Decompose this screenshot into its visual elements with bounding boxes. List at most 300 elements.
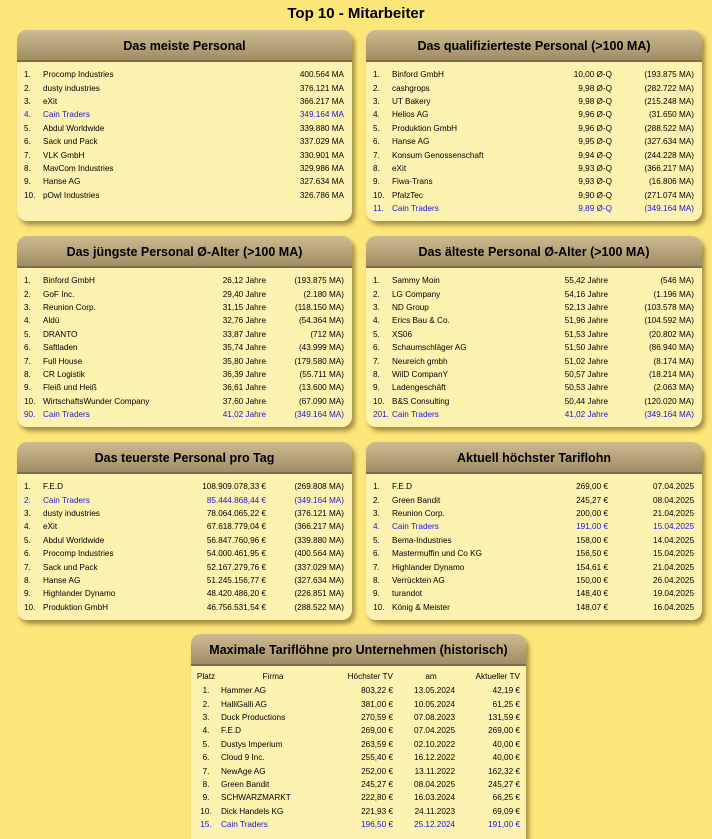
company-name: Schaumschläger AG [392,343,467,353]
ranking-row [23,122,346,135]
ranking-row [23,395,346,408]
extra-cell: 14.04.2025 [653,535,694,545]
ranking-row [23,81,346,94]
value-cell: 326.786 MA [299,190,344,200]
ranking-row [372,108,696,121]
value-cell: 158,00 € [576,535,608,545]
rank-cell: 6. [24,137,31,147]
value-cell: 78.064.065,22 € [206,508,266,518]
rank-cell: 8. [373,369,380,379]
ranking-row [372,122,696,135]
ranking-row [23,520,346,533]
extra-cell: (120.020 MA) [644,396,694,406]
value-cell: 46.756.531,54 € [206,602,266,612]
company-name: dusty industries [43,508,100,518]
company-name: Produktion GmbH [43,602,109,612]
extra-cell: (193.875 MA) [644,70,694,80]
value-cell: 52.167.279,76 € [206,562,266,572]
extra-cell: (55.711 MA) [299,369,344,379]
rank-cell: 6. [24,343,31,353]
rank-cell: 5. [373,535,380,545]
date-cell: 13.05.2024 [414,686,455,696]
ranking-row [372,148,696,161]
ranking-row [372,480,696,493]
company-name: Ladengeschäft [392,383,446,393]
company-name: Sack und Pack [43,562,98,572]
rank-cell: 7. [24,562,31,572]
extra-cell: (20.802 MA) [648,329,694,339]
value-cell: 349.164 MA [299,110,344,120]
extra-cell: (215.248 MA) [644,96,694,106]
max-wage-cell: 263,59 € [361,739,393,749]
company-name: Fiwa-Trans [392,177,433,187]
ranking-row [23,95,346,108]
company-name: Reunion Corp. [392,508,445,518]
company-name: WilD CompanY [392,369,448,379]
ranking-row [372,274,696,287]
rank-cell: 11. [373,204,384,214]
rank-cell: 4. [24,110,31,120]
company-name: Fleiß und Heiß [43,383,97,393]
company-name: Procomp Industries [43,549,114,559]
company-name: eXit [392,163,407,173]
max-wage-cell: 245,27 € [361,779,393,789]
rank-cell: 3. [373,508,380,518]
value-cell: 51,50 Jahre [564,343,608,353]
rank-cell: 3. [373,96,380,106]
max-wage-cell: 803,22 € [361,686,393,696]
extra-cell: (244.228 MA) [644,150,694,160]
extra-cell: (13.600 MA) [298,383,344,393]
value-cell: 35,80 Jahre [222,356,266,366]
company-name: Hanse AG [392,137,430,147]
company-name: LG Company [392,289,441,299]
ranking-row [372,162,696,175]
extra-cell: 16.04.2025 [653,602,694,612]
ranking-row [23,507,346,520]
rank-cell: 3. [24,508,31,518]
rank-cell: 7. [373,562,380,572]
company-name: Highlander Dynamo [392,562,465,572]
rank-cell: 8. [373,575,380,585]
company-name: Hammer AG [221,686,267,696]
panel-title: Maximale Tariflöhne pro Unternehmen (historisch) [191,634,526,666]
column-header-max-wage: Höchster TV [347,672,393,681]
ranking-row [23,287,346,300]
extra-cell: (327.634 MA) [644,137,694,147]
extra-cell: (349.164 MA) [294,495,344,505]
extra-cell: (103.578 MA) [644,302,694,312]
history-row [191,724,526,737]
current-wage-cell: 69,09 € [492,806,520,816]
value-cell: 51,02 Jahre [564,356,608,366]
ranking-row [23,368,346,381]
value-cell: 31,15 Jahre [222,302,266,312]
rank-cell: 2. [24,495,31,505]
value-cell: 339.880 MA [299,123,344,133]
value-cell: 376.121 MA [299,83,344,93]
value-cell: 56.847.760,96 € [206,535,266,545]
history-row [191,764,526,777]
extra-cell: (104.592 MA) [644,316,694,326]
company-name: PfalzTec [392,190,423,200]
value-cell: 400.564 MA [299,70,344,80]
ranking-row [23,108,346,121]
ranking-list [372,68,696,215]
most-qualified-panel [366,30,702,221]
extra-cell: (31.650 MA) [648,110,694,120]
current-wage-cell: 191,00 € [488,820,520,830]
ranking-list [23,480,346,614]
current-wage-cell: 131,59 € [488,712,520,722]
extra-cell: 26.04.2025 [653,575,694,585]
max-wage-cell: 269,00 € [361,726,393,736]
date-cell: 07.08.2023 [414,712,455,722]
ranking-row [372,287,696,300]
value-cell: 9,90 Ø-Q [578,190,612,200]
company-name: Hanse AG [43,177,81,187]
rank-cell: 1. [373,482,380,492]
rank-cell: 10. [373,602,385,612]
ranking-row [372,81,696,94]
extra-cell: (54.364 MA) [298,316,344,326]
company-name: DRANTO [43,329,78,339]
company-name: MavCom Industries [43,163,114,173]
ranking-row [23,189,346,202]
ranking-row [23,301,346,314]
rank-cell: 10. [24,602,36,612]
ranking-row [372,328,696,341]
value-cell: 9,93 Ø-Q [578,177,612,187]
value-cell: 9,96 Ø-Q [578,123,612,133]
ranking-list [23,68,346,202]
date-cell: 02.10.2022 [414,739,455,749]
current-wage-cell: 245,27 € [488,779,520,789]
date-cell: 08.04.2025 [414,779,455,789]
ranking-row [372,341,696,354]
max-wage-cell: 221,93 € [361,806,393,816]
rank-cell: 2. [373,289,380,299]
extra-cell: (339.880 MA) [294,535,344,545]
value-cell: 329.986 MA [299,163,344,173]
rank-cell: 9. [24,589,31,599]
rank-cell: 15. [200,820,212,830]
rank-cell: 8. [24,575,31,585]
company-name: NewAge AG [221,766,266,776]
value-cell: 35,74 Jahre [222,343,266,353]
extra-cell: (1.196 MA) [653,289,694,299]
extra-cell: 15.04.2025 [653,549,694,559]
ranking-row [372,560,696,573]
value-cell: 327.634 MA [299,177,344,187]
rank-cell: 5. [24,535,31,545]
extra-cell: (118.150 MA) [295,302,344,312]
ranking-row [372,381,696,394]
value-cell: 366.217 MA [299,96,344,106]
value-cell: 41,02 Jahre [222,410,266,420]
value-cell: 67.618.779,04 € [206,522,266,532]
youngest-staff-panel [17,236,352,427]
ranking-row [23,480,346,493]
rank-cell: 90. [24,410,36,420]
rank-cell: 9. [373,383,380,393]
company-name: F.E.D [392,482,413,492]
extra-cell: (16.806 MA) [648,177,694,187]
max-wage-cell: 381,00 € [361,699,393,709]
extra-cell: (400.564 MA) [294,549,344,559]
extra-cell: (327.634 MA) [294,575,344,585]
ranking-row [23,341,346,354]
company-name: Aldü [43,316,60,326]
page-title: Top 10 - Mitarbeiter [287,5,425,22]
column-header-current-wage: Aktueller TV [475,672,520,681]
value-cell: 51.245.156,77 € [206,575,266,585]
company-name: Reunion Corp. [43,302,96,312]
column-header-rank: Platz [196,672,216,681]
current-wage-cell: 269,00 € [488,726,520,736]
rank-cell: 1. [373,276,380,286]
company-name: UT Bakery [392,96,431,106]
historical-wages-panel [191,634,526,839]
ranking-row [23,314,346,327]
oldest-staff-panel [366,236,702,427]
rank-cell: 10. [200,806,212,816]
rank-cell: 6. [202,753,210,763]
company-name: Green Bandit [392,495,441,505]
extra-cell: (712 MA) [310,329,344,339]
ranking-row [23,354,346,367]
history-row [191,711,526,724]
ranking-row [23,408,346,421]
rank-cell: 7. [24,150,31,160]
date-cell: 16.12.2022 [414,753,455,763]
rank-cell: 4. [24,316,31,326]
value-cell: 37,60 Jahre [222,396,266,406]
rank-cell: 1. [373,70,380,80]
company-name: Cain Traders [43,110,90,120]
rank-cell: 7. [24,356,31,366]
extra-cell: (86.940 MA) [648,343,694,353]
ranking-row [23,68,346,81]
value-cell: 9,93 Ø-Q [578,163,612,173]
history-list [191,684,526,831]
value-cell: 55,42 Jahre [564,276,608,286]
rank-cell: 3. [24,96,31,106]
company-name: Abdul Worldwide [43,535,105,545]
ranking-row [23,175,346,188]
rank-cell: 9. [202,793,210,803]
rank-cell: 8. [202,779,210,789]
history-header-row [191,669,526,684]
value-cell: 54.000.461,95 € [206,549,266,559]
ranking-row [372,135,696,148]
value-cell: 9,98 Ø-Q [578,96,612,106]
rank-cell: 3. [202,712,210,722]
value-cell: 85.444.868,44 € [206,495,266,505]
company-name: WirtschaftsWunder Company [43,396,150,406]
company-name: Dick Handels KG [221,806,284,816]
value-cell: 10,00 Ø-Q [573,70,612,80]
company-name: Produktion GmbH [392,123,458,133]
extra-cell: (2.063 MA) [653,383,694,393]
ranking-row [372,547,696,560]
company-name: Cain Traders [392,410,439,420]
panel-title: Das teuerste Personal pro Tag [17,442,352,474]
extra-cell: (18.214 MA) [648,369,694,379]
company-name: Neureich gmbh [392,356,448,366]
ranking-row [372,175,696,188]
company-name: HalliGalli AG [221,699,267,709]
rank-cell: 3. [373,302,380,312]
value-cell: 54,16 Jahre [564,289,608,299]
extra-cell: (8.174 MA) [653,356,694,366]
ranking-row [372,368,696,381]
company-name: Green Bandit [221,779,270,789]
value-cell: 245,27 € [576,495,608,505]
value-cell: 269,00 € [576,482,608,492]
rank-cell: 4. [373,110,380,120]
panel-title: Das meiste Personal [17,30,352,62]
company-name: Binford GmbH [392,70,444,80]
ranking-row [372,301,696,314]
ranking-row [23,601,346,614]
column-header-date: am [425,672,437,681]
company-name: F.E.D [221,726,242,736]
rank-cell: 6. [373,549,380,559]
rank-cell: 7. [373,356,380,366]
extra-cell: (366.217 MA) [644,163,694,173]
history-table [191,669,526,831]
rank-cell: 5. [202,739,210,749]
rank-cell: 10. [24,396,36,406]
ranking-row [372,520,696,533]
value-cell: 108.909.078,33 € [202,482,266,492]
ranking-row [23,587,346,600]
extra-cell: (366.217 MA) [294,522,344,532]
value-cell: 36,39 Jahre [222,369,266,379]
rank-cell: 4. [202,726,210,736]
value-cell: 150,00 € [576,575,608,585]
extra-cell: (269.808 MA) [294,482,344,492]
ranking-list [23,274,346,421]
company-name: ND Group [392,302,429,312]
company-name: eXit [43,522,58,532]
date-cell: 07.04.2025 [414,726,455,736]
company-name: Sammy Moin [392,276,440,286]
company-name: Highlander Dynamo [43,589,116,599]
current-wage-cell: 162,32 € [488,766,520,776]
date-cell: 16.03.2024 [414,793,455,803]
value-cell: 9,94 Ø-Q [578,150,612,160]
extra-cell: 21.04.2025 [653,508,694,518]
company-name: König & Meister [392,602,450,612]
extra-cell: 15.04.2025 [653,522,694,532]
rank-cell: 1. [24,482,31,492]
company-name: Cain Traders [43,410,90,420]
extra-cell: (193.875 MA) [294,276,344,286]
ranking-row [23,135,346,148]
extra-cell: (288.522 MA) [644,123,694,133]
ranking-row [23,381,346,394]
value-cell: 41,02 Jahre [564,410,608,420]
ranking-row [372,95,696,108]
history-row [191,818,526,831]
extra-cell: (349.164 MA) [644,410,694,420]
ranking-row [23,574,346,587]
company-name: Bema-Industries [392,535,452,545]
panel-title: Das qualifizierteste Personal (>100 MA) [366,30,702,62]
rank-cell: 4. [373,522,380,532]
company-name: F.E.D [43,482,64,492]
company-name: Cain Traders [392,204,439,214]
ranking-row [372,314,696,327]
extra-cell: (282.722 MA) [644,83,694,93]
rank-cell: 6. [24,549,31,559]
company-name: Full House [43,356,83,366]
company-name: GoF Inc. [43,289,75,299]
ranking-row [372,587,696,600]
column-header-company: Firma [262,672,284,681]
value-cell: 33,87 Jahre [222,329,266,339]
rank-cell: 9. [24,383,31,393]
company-name: CR Logistik [43,369,85,379]
ranking-row [23,162,346,175]
date-cell: 24.11.2023 [414,806,455,816]
company-name: pOwl Industries [43,190,100,200]
company-name: Hanse AG [43,575,81,585]
rank-cell: 6. [373,343,380,353]
extra-cell: (349.164 MA) [294,410,344,420]
current-wage-cell: 42,19 € [492,686,520,696]
rank-cell: 4. [373,316,380,326]
rank-cell: 8. [24,163,31,173]
ranking-row [23,274,346,287]
company-name: turandot [392,589,423,599]
extra-cell: (376.121 MA) [294,508,344,518]
most-expensive-staff-panel [17,442,352,620]
rank-cell: 3. [24,302,31,312]
panel-title: Aktuell höchster Tariflohn [366,442,702,474]
company-name: Cain Traders [221,820,268,830]
rank-cell: 2. [24,289,31,299]
max-wage-cell: 252,00 € [361,766,393,776]
ranking-row [23,534,346,547]
panel-title: Das älteste Personal Ø-Alter (>100 MA) [366,236,702,268]
rank-cell: 4. [24,522,31,532]
rank-cell: 7. [373,150,380,160]
extra-cell: (349.164 MA) [644,204,694,214]
rank-cell: 10. [373,190,385,200]
history-row [191,751,526,764]
ranking-row [372,68,696,81]
rank-cell: 2. [373,83,380,93]
ranking-row [372,395,696,408]
extra-cell: (2.180 MA) [303,289,344,299]
company-name: XS06 [392,329,413,339]
current-wage-cell: 40,00 € [492,739,520,749]
rank-cell: 1. [24,70,31,80]
company-name: dusty industries [43,83,100,93]
value-cell: 50,57 Jahre [564,369,608,379]
company-name: Duck Productions [221,712,286,722]
ranking-row [372,507,696,520]
company-name: Procomp Industries [43,70,114,80]
date-cell: 13.11.2022 [414,766,455,776]
company-name: eXit [43,96,58,106]
ranking-row [372,601,696,614]
value-cell: 50,53 Jahre [564,383,608,393]
ranking-list [372,480,696,614]
